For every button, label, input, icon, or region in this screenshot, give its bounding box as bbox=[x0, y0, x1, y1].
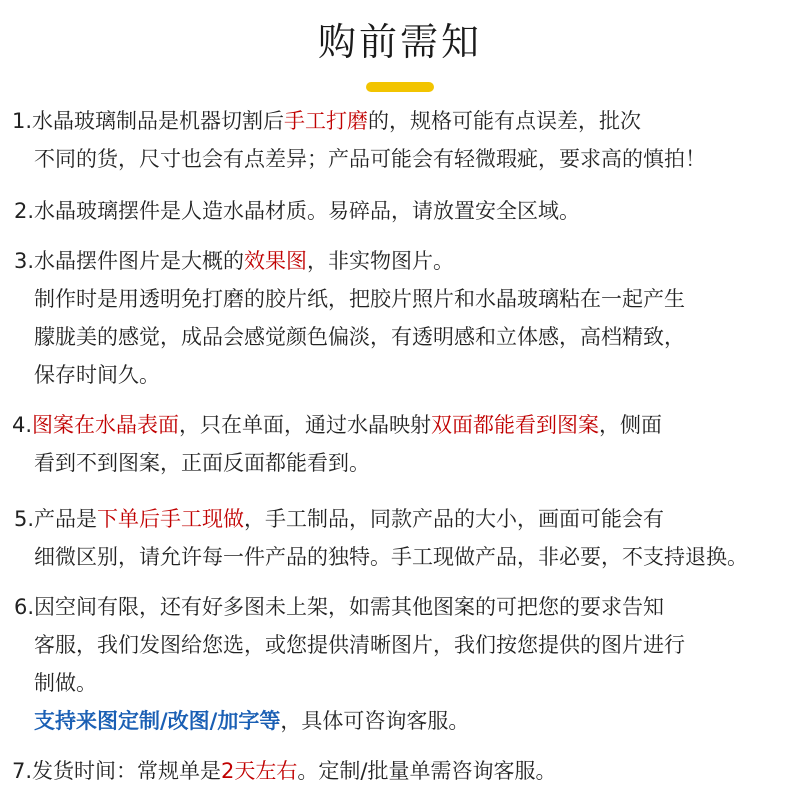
body-text: ，只在单面，通过水晶映射 bbox=[179, 413, 432, 437]
title-accent-bar bbox=[366, 82, 434, 92]
body-text: 客服，我们发图给您选，或您提供清晰图片，我们按您提供的图片进行 bbox=[34, 633, 685, 657]
notice-item-3-line-4 bbox=[34, 360, 160, 390]
body-text: ，非实物图片。 bbox=[307, 249, 455, 273]
body-text: ，手工制品，同款产品的大小，画面可能会有 bbox=[244, 507, 665, 531]
body-text: 不同的货，尺寸也会有点差异；产品可能会有轻微瑕疵，要求高的慎拍！ bbox=[34, 147, 706, 171]
notice-item-3-line-3 bbox=[34, 322, 685, 352]
highlight-text: 下单后手工现做 bbox=[97, 507, 245, 531]
highlight-text: 手工打磨 bbox=[284, 109, 369, 133]
notice-item-6-line-4 bbox=[34, 706, 469, 736]
body-text: 看到不到图案，正面反面都能看到。 bbox=[34, 451, 370, 475]
notice-item-2-line-1 bbox=[14, 196, 580, 226]
notice-item-4-line-2 bbox=[34, 448, 370, 478]
notice-item-1-line-2 bbox=[34, 144, 706, 174]
body-text: ，具体可咨询客服。 bbox=[280, 709, 470, 733]
body-text: 制作时是用透明免打磨的胶片纸，把胶片照片和水晶玻璃粘在一起产生 bbox=[34, 287, 685, 311]
notice-item-3-line-2 bbox=[34, 284, 685, 314]
notice-item-6-line-1 bbox=[14, 592, 664, 622]
notice-item-6-line-2 bbox=[34, 630, 685, 660]
notice-item-7-line-1 bbox=[12, 756, 557, 786]
page-title: 购前需知 bbox=[317, 20, 482, 64]
notice-item-4-line-1 bbox=[12, 410, 662, 440]
notice-item-5-line-1 bbox=[14, 504, 664, 534]
body-text: 保存时间久。 bbox=[34, 363, 160, 387]
body-text: 朦胧美的感觉，成品会感觉颜色偏淡，有透明感和立体感，高档精致， bbox=[34, 325, 685, 349]
body-text: 。定制/批量单需咨询客服。 bbox=[297, 759, 557, 783]
highlight-text: 支持来图定制/改图/加字等 bbox=[34, 709, 281, 733]
highlight-text: 效果图 bbox=[244, 249, 308, 273]
notice-item-5-line-2 bbox=[34, 542, 748, 572]
body-text: 制做。 bbox=[34, 671, 97, 695]
notice-item-1-line-1 bbox=[12, 106, 641, 136]
body-text: 的，规格可能有点误差，批次 bbox=[368, 109, 642, 133]
highlight-text: 图案在水晶表面 bbox=[32, 413, 180, 437]
body-text: ，侧面 bbox=[599, 413, 663, 437]
body-text: 1.水晶玻璃制品是机器切割后 bbox=[12, 109, 285, 133]
body-text: 7.发货时间：常规单是 bbox=[12, 759, 222, 783]
body-text: 3.水晶摆件图片是大概的 bbox=[14, 249, 245, 273]
highlight-text: 2天左右 bbox=[221, 759, 298, 783]
body-text: 细微区别，请允许每一件产品的独特。手工现做产品，非必要，不支持退换。 bbox=[34, 545, 748, 569]
notice-item-3-line-1 bbox=[14, 246, 454, 276]
body-text: 4. bbox=[12, 413, 33, 437]
notice-item-6-line-3 bbox=[34, 668, 97, 698]
body-text: 6.因空间有限，还有好多图未上架，如需其他图案的可把您的要求告知 bbox=[14, 595, 665, 619]
body-text: 2.水晶玻璃摆件是人造水晶材质。易碎品，请放置安全区域。 bbox=[14, 199, 581, 223]
body-text: 5.产品是 bbox=[14, 507, 98, 531]
highlight-text: 双面都能看到图案 bbox=[431, 413, 600, 437]
